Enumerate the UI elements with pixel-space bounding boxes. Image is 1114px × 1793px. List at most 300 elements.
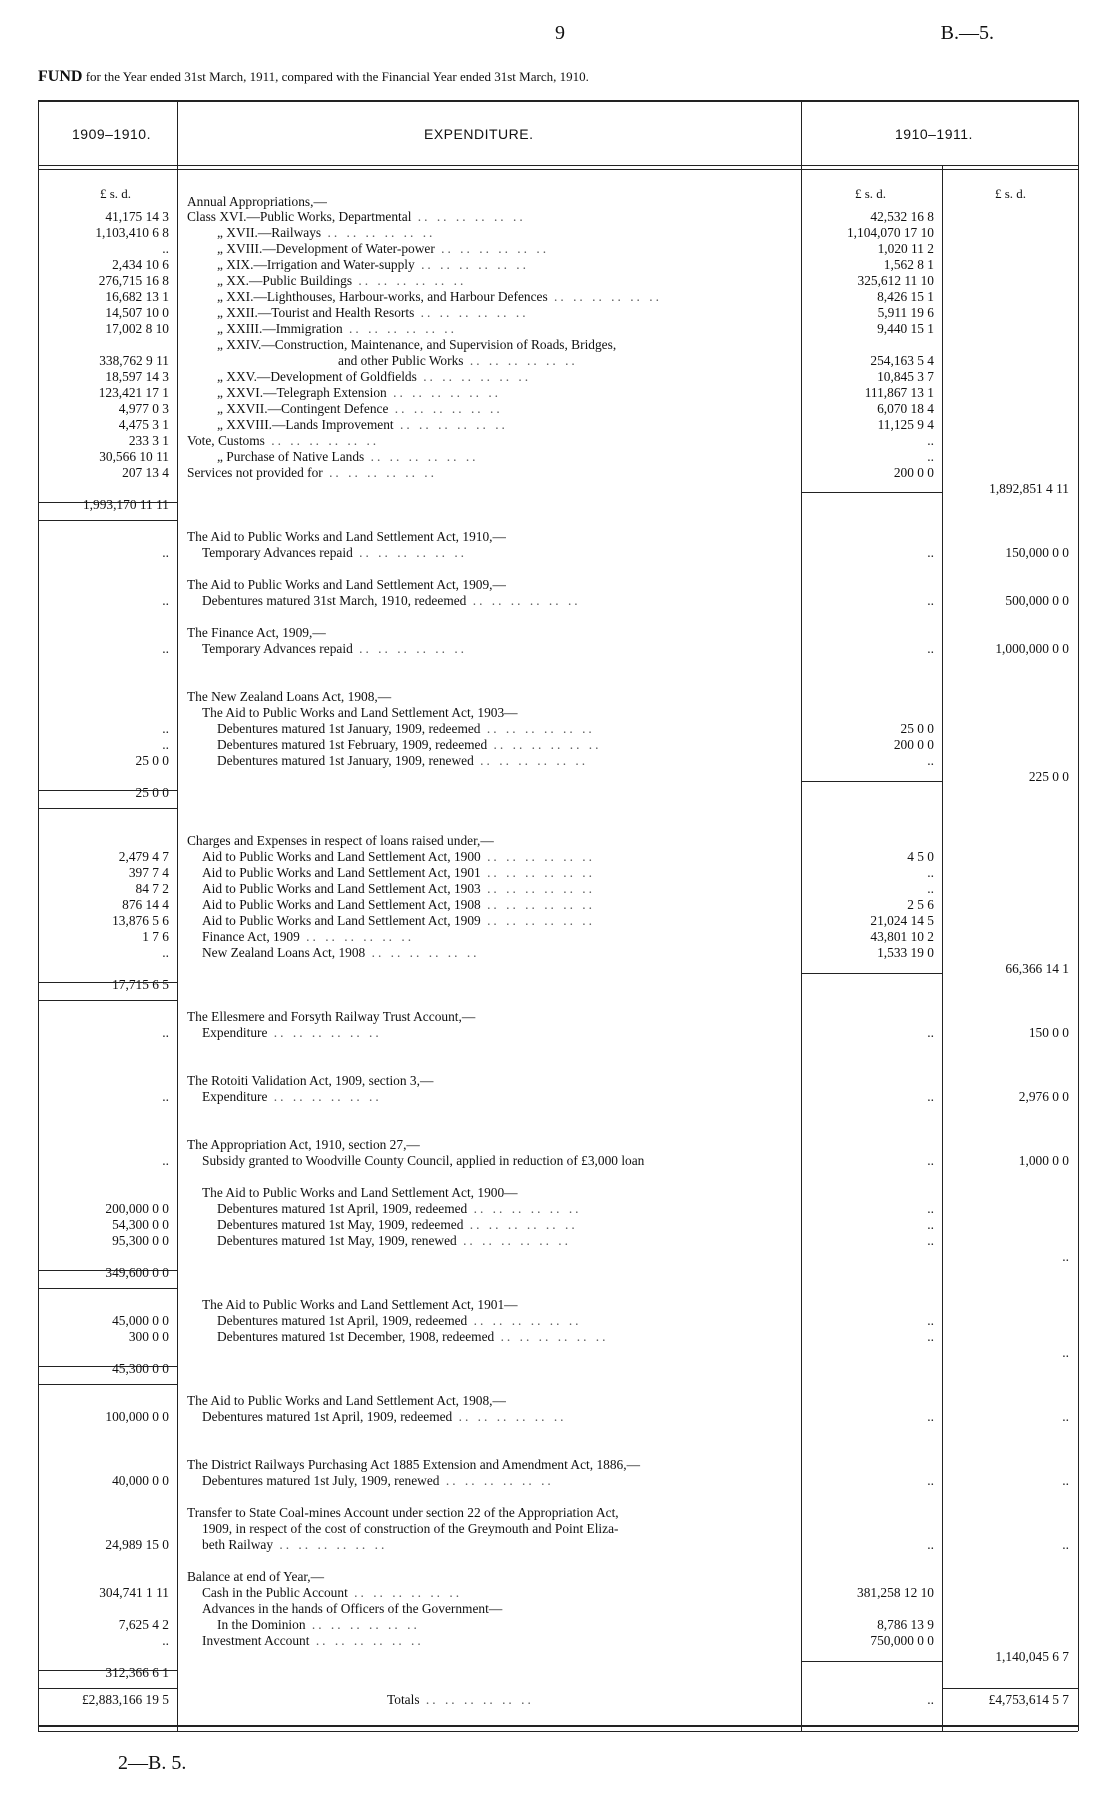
expenditure-description xyxy=(202,865,595,881)
dot-leader: .. .. .. .. .. .. xyxy=(414,305,529,320)
amount-1910-1911-detail: .. xyxy=(927,641,934,656)
table-row xyxy=(0,865,1114,881)
dot-leader: .. .. .. .. .. .. xyxy=(267,1089,382,1104)
description-text: Vote, Customs xyxy=(187,433,265,448)
dot-leader: .. .. .. .. .. .. xyxy=(411,209,526,224)
amount-1910-1911-detail: 254,163 5 4 xyxy=(870,353,934,368)
table-row xyxy=(0,1137,1114,1153)
dot-leader: .. .. .. .. .. .. xyxy=(352,545,468,560)
page-number: 9 xyxy=(555,22,565,44)
description-text: Debentures matured 1st May, 1909, redeemed xyxy=(217,1217,464,1232)
subtotal-rule xyxy=(38,1688,177,1689)
amount-1910-1911-detail: .. xyxy=(927,1201,934,1216)
amount-1910-1911-detail: 11,125 9 4 xyxy=(877,417,934,432)
description-text: 1909, in respect of the cost of construction of the Greymouth and Point Eliza- xyxy=(202,1521,619,1536)
amount-1909-1910: 54,300 0 0 xyxy=(112,1217,169,1232)
amount-1910-1911-detail: 4 5 0 xyxy=(907,849,934,864)
table-row xyxy=(0,1345,1114,1361)
description-text: The Aid to Public Works and Land Settlement Act, 1900— xyxy=(202,1185,518,1200)
amount-1910-1911-detail: .. xyxy=(927,1217,934,1232)
table-row xyxy=(0,1409,1114,1425)
amount-1910-1911-total: .. xyxy=(1062,1409,1069,1424)
title-bold-word: FUND xyxy=(38,68,83,85)
subtotal-rule xyxy=(38,808,177,809)
expenditure-description xyxy=(202,1585,462,1601)
subtotal-rule xyxy=(38,790,177,791)
amount-1909-1910: 4,977 0 3 xyxy=(118,401,169,416)
expenditure-description xyxy=(187,833,494,849)
amount-1910-1911-total: 66,366 14 1 xyxy=(1005,961,1069,976)
table-row xyxy=(0,1185,1114,1201)
amount-1910-1911-total: .. xyxy=(1062,1537,1069,1552)
description-text: Debentures matured 1st January, 1909, redeemed xyxy=(217,721,481,736)
title-text: for the Year ended 31st March, 1911, compared with the Financial Year ended 31st March, 1910. xyxy=(85,69,589,84)
description-text: The Finance Act, 1909,— xyxy=(187,625,326,640)
expenditure-description xyxy=(217,225,435,241)
amount-1910-1911-detail: 1,562 8 1 xyxy=(883,257,934,272)
amount-1910-1911-total: 150 0 0 xyxy=(1028,1025,1069,1040)
expenditure-description xyxy=(187,1457,640,1473)
description-text: Expenditure xyxy=(202,1089,268,1104)
subtotal-rule xyxy=(801,1661,942,1662)
table-row xyxy=(0,1649,1114,1665)
amount-1910-1911-detail: .. xyxy=(927,1537,934,1552)
table-bottom-rule-2 xyxy=(38,1731,1078,1732)
dot-leader: .. .. .. .. .. .. xyxy=(480,865,595,880)
expenditure-description xyxy=(187,209,526,225)
dot-leader: .. .. .. .. .. .. xyxy=(273,1537,388,1552)
amount-1909-1910: .. xyxy=(162,593,169,608)
description-text: Debentures matured 1st April, 1909, redeemed xyxy=(217,1313,468,1328)
table-row xyxy=(0,417,1114,433)
description-text: Debentures matured 1st April, 1909, redeemed xyxy=(202,1409,453,1424)
amount-1909-1910: .. xyxy=(162,1153,169,1168)
amount-1910-1911-detail: .. xyxy=(927,1329,934,1344)
description-text: The Aid to Public Works and Land Settlement Act, 1908,— xyxy=(187,1393,506,1408)
description-text: The Ellesmere and Forsyth Railway Trust Account,— xyxy=(187,1009,476,1024)
description-text: Debentures matured 1st December, 1908, redeemed xyxy=(217,1329,495,1344)
table-row xyxy=(0,705,1114,721)
description-text: In the Dominion xyxy=(217,1617,306,1632)
unit-label-right: £ s. d. xyxy=(995,186,1027,201)
amount-1910-1911-detail: .. xyxy=(927,881,934,896)
amount-1909-1910: .. xyxy=(162,1089,169,1104)
dot-leader: .. .. .. .. .. .. xyxy=(480,721,595,736)
amount-1910-1911-detail: .. xyxy=(927,433,934,448)
subtotal-rule xyxy=(38,1288,177,1289)
table-row xyxy=(0,465,1114,481)
description-text: „ Purchase of Native Lands xyxy=(217,449,365,464)
description-text: „ XX.—Public Buildings xyxy=(217,273,353,288)
table-row xyxy=(0,785,1114,801)
amount-1910-1911-detail: 1,020 11 2 xyxy=(877,241,934,256)
table-row xyxy=(0,1329,1114,1345)
amount-1909-1910: 16,682 13 1 xyxy=(105,289,169,304)
expenditure-description xyxy=(217,1313,582,1329)
amount-1909-1910: 300 0 0 xyxy=(128,1329,169,1344)
expenditure-description xyxy=(202,705,518,721)
table-row xyxy=(0,641,1114,657)
expenditure-description xyxy=(187,577,506,593)
table-row xyxy=(0,1025,1114,1041)
expenditure-description xyxy=(217,337,616,353)
expenditure-description xyxy=(202,849,595,865)
amount-1909-1910: 1 7 6 xyxy=(142,929,169,944)
amount-1909-1910: 7,625 4 2 xyxy=(118,1617,169,1632)
expenditure-description xyxy=(217,385,501,401)
table-row xyxy=(0,1665,1114,1681)
dot-leader: .. .. .. .. .. .. xyxy=(386,385,502,400)
table-row xyxy=(0,1233,1114,1249)
amount-1909-1910: 1,103,410 6 8 xyxy=(95,225,169,240)
subtotal-rule xyxy=(38,982,177,983)
amount-1910-1911-total: .. xyxy=(1062,1345,1069,1360)
table-row xyxy=(0,1457,1114,1473)
description-text: Expenditure xyxy=(202,1025,268,1040)
description-text: beth Railway xyxy=(202,1537,274,1552)
amount-1909-1910: 17,715 6 5 xyxy=(112,977,169,992)
table-row xyxy=(0,273,1114,289)
table-row xyxy=(0,481,1114,497)
table-row xyxy=(0,1569,1114,1585)
amount-1909-1910: 25 0 0 xyxy=(135,785,169,800)
table-row xyxy=(0,833,1114,849)
expenditure-description xyxy=(202,1601,502,1617)
amount-1909-1910: .. xyxy=(162,737,169,752)
description-text: The New Zealand Loans Act, 1908,— xyxy=(187,689,392,704)
table-row xyxy=(0,897,1114,913)
table-row xyxy=(0,1313,1114,1329)
description-text: Transfer to State Coal-mines Account under section 22 of the Appropriation Act, xyxy=(187,1505,619,1520)
description-text: Services not provided for xyxy=(187,465,323,480)
expenditure-description xyxy=(387,1692,534,1708)
amount-1910-1911-detail: 2 5 6 xyxy=(907,897,934,912)
table-row xyxy=(0,305,1114,321)
dot-leader: .. .. .. .. .. .. xyxy=(419,1692,534,1707)
dot-leader: .. .. .. .. .. .. xyxy=(452,1409,567,1424)
expenditure-description xyxy=(217,273,466,289)
table-row xyxy=(0,961,1114,977)
amount-1909-1910: 304,741 1 11 xyxy=(99,1585,169,1600)
dot-leader: .. .. .. .. .. .. xyxy=(480,897,595,912)
amount-1909-1910: .. xyxy=(162,545,169,560)
amount-1910-1911-detail: 200 0 0 xyxy=(893,737,934,752)
dot-leader: .. .. .. .. .. .. xyxy=(347,1585,463,1600)
dot-leader: .. .. .. .. .. .. xyxy=(439,1473,554,1488)
description-text: Debentures matured 1st January, 1909, renewed xyxy=(217,753,474,768)
dot-leader: .. .. .. .. .. .. xyxy=(388,401,503,416)
subtotal-rule xyxy=(38,1384,177,1385)
table-row xyxy=(0,321,1114,337)
table-row xyxy=(0,209,1114,225)
amount-1909-1910: 276,715 16 8 xyxy=(98,273,169,288)
expenditure-description xyxy=(217,1233,571,1249)
dot-leader: .. .. .. .. .. .. xyxy=(466,593,581,608)
description-text: Investment Account xyxy=(202,1633,310,1648)
table-row xyxy=(0,625,1114,641)
dot-leader: .. .. .. .. .. .. xyxy=(352,641,468,656)
table-row xyxy=(0,1521,1114,1537)
dot-leader: .. .. .. .. .. .. xyxy=(480,881,595,896)
amount-1910-1911-detail: .. xyxy=(927,449,934,464)
description-text: „ XXV.—Development of Goldfields xyxy=(217,369,417,384)
expenditure-description xyxy=(187,1505,619,1521)
table-row xyxy=(0,353,1114,369)
dot-leader: .. .. .. .. .. .. xyxy=(364,449,479,464)
table-row xyxy=(0,433,1114,449)
amount-1909-1910: 25 0 0 xyxy=(135,753,169,768)
dot-leader: .. .. .. .. .. .. xyxy=(365,945,480,960)
table-row xyxy=(0,1361,1114,1377)
table-row xyxy=(0,753,1114,769)
table-row xyxy=(0,1249,1114,1265)
expenditure-description xyxy=(187,1137,420,1153)
table-row xyxy=(0,1089,1114,1105)
amount-1909-1910: .. xyxy=(162,641,169,656)
table-row xyxy=(0,401,1114,417)
expenditure-description xyxy=(202,1633,424,1649)
description-text: Aid to Public Works and Land Settlement Act, 1909 xyxy=(202,913,481,928)
description-text: and other Public Works xyxy=(338,353,464,368)
description-text: New Zealand Loans Act, 1908 xyxy=(202,945,366,960)
expenditure-description xyxy=(217,737,601,753)
amount-1909-1910: 312,366 6 1 xyxy=(105,1665,169,1680)
amount-1910-1911-detail: 1,104,070 17 10 xyxy=(846,225,934,240)
expenditure-description xyxy=(187,1009,475,1025)
expenditure-description xyxy=(217,257,529,273)
dot-leader: .. .. .. .. .. .. xyxy=(309,1633,424,1648)
amount-1909-1910: 100,000 0 0 xyxy=(105,1409,169,1424)
expenditure-description xyxy=(217,1617,420,1633)
table-row xyxy=(0,1073,1114,1089)
description-text: Debentures matured 31st March, 1910, redeemed xyxy=(202,593,467,608)
amount-1909-1910: 18,597 14 3 xyxy=(105,369,169,384)
expenditure-description xyxy=(202,881,595,897)
amount-1910-1911-total: .. xyxy=(1062,1249,1069,1264)
expenditure-description xyxy=(187,689,391,705)
amount-1909-1910: 4,475 3 1 xyxy=(118,417,169,432)
description-text: „ XIX.—Irrigation and Water-supply xyxy=(217,257,415,272)
dot-leader: .. .. .. .. .. .. xyxy=(352,273,467,288)
description-text: The Rotoiti Validation Act, 1909, section 3,— xyxy=(187,1073,434,1088)
description-text: Temporary Advances repaid xyxy=(202,545,353,560)
description-text: The District Railways Purchasing Act 1885 Extension and Amendment Act, 1886,— xyxy=(187,1457,640,1472)
amount-1909-1910: 200,000 0 0 xyxy=(105,1201,169,1216)
amount-1909-1910: .. xyxy=(162,1633,169,1648)
amount-1909-1910: .. xyxy=(162,241,169,256)
amount-1909-1910: .. xyxy=(162,945,169,960)
amount-1910-1911-detail: 6,070 18 4 xyxy=(877,401,934,416)
dot-leader: .. .. .. .. .. .. xyxy=(264,433,380,448)
description-text: „ XXVII.—Contingent Defence xyxy=(217,401,389,416)
amount-1910-1911-total: 225 0 0 xyxy=(1028,769,1069,784)
amount-1909-1910: 14,507 10 0 xyxy=(105,305,169,320)
amount-1910-1911-detail: .. xyxy=(927,1409,934,1424)
amount-1909-1910: 41,175 14 3 xyxy=(105,209,169,224)
description-text: Aid to Public Works and Land Settlement Act, 1908 xyxy=(202,897,481,912)
description-text: Temporary Advances repaid xyxy=(202,641,353,656)
expenditure-description xyxy=(202,913,595,929)
table-row xyxy=(0,289,1114,305)
amount-1910-1911-detail: 21,024 14 5 xyxy=(870,913,934,928)
expenditure-description xyxy=(187,465,437,481)
amount-1909-1910: 17,002 8 10 xyxy=(105,321,169,336)
description-text: Debentures matured 1st April, 1909, redeemed xyxy=(217,1201,468,1216)
page-title xyxy=(38,68,589,86)
description-text: Debentures matured 1st May, 1909, renewed xyxy=(217,1233,457,1248)
table-row xyxy=(0,593,1114,609)
header-1910-1911: 1910–1911. xyxy=(895,126,973,142)
table-row xyxy=(0,385,1114,401)
description-text: Advances in the hands of Officers of the Government— xyxy=(202,1601,503,1616)
table-row xyxy=(0,545,1114,561)
amount-1909-1910: 876 14 4 xyxy=(122,897,169,912)
table-row xyxy=(0,945,1114,961)
amount-1910-1911-total: 1,140,045 6 7 xyxy=(995,1649,1069,1664)
dot-leader: .. .. .. .. .. .. xyxy=(467,1201,582,1216)
header-rule xyxy=(38,165,1078,166)
amount-1910-1911-detail: .. xyxy=(927,1233,934,1248)
description-text: Finance Act, 1909 xyxy=(202,929,300,944)
expenditure-description xyxy=(202,1473,554,1489)
amount-1910-1911-detail: .. xyxy=(927,1025,934,1040)
description-text: Subsidy granted to Woodville County Council, applied in reduction of £3,000 loan xyxy=(202,1153,645,1168)
amount-1909-1910: 349,600 0 0 xyxy=(105,1265,169,1280)
expenditure-description xyxy=(202,1185,518,1201)
header-1909-1910: 1909–1910. xyxy=(72,126,151,142)
dot-leader: .. .. .. .. .. .. xyxy=(267,1025,382,1040)
table-row xyxy=(0,721,1114,737)
table-row xyxy=(0,1585,1114,1601)
description-text: The Aid to Public Works and Land Settlement Act, 1909,— xyxy=(187,577,506,592)
table-row xyxy=(0,241,1114,257)
expenditure-description xyxy=(187,529,506,545)
dot-leader: .. .. .. .. .. .. xyxy=(434,241,550,256)
table-row xyxy=(0,194,1114,210)
expenditure-description xyxy=(338,353,578,369)
amount-1910-1911-detail: 10,845 3 7 xyxy=(877,369,934,384)
dot-leader: .. .. .. .. .. .. xyxy=(416,369,532,384)
table-row xyxy=(0,529,1114,545)
amount-1910-1911-detail: .. xyxy=(927,545,934,560)
table-row xyxy=(0,1601,1114,1617)
amount-1909-1910: .. xyxy=(162,721,169,736)
table-row xyxy=(0,1537,1114,1553)
amount-1909-1910: 338,762 9 11 xyxy=(99,353,169,368)
expenditure-description xyxy=(202,641,467,657)
amount-1910-1911-detail: .. xyxy=(927,1473,934,1488)
table-row xyxy=(0,1265,1114,1281)
description-text: „ XXVI.—Telegraph Extension xyxy=(217,385,387,400)
amount-1909-1910: 84 7 2 xyxy=(135,881,169,896)
table-row xyxy=(0,881,1114,897)
description-text: The Aid to Public Works and Land Settlement Act, 1903— xyxy=(202,705,518,720)
description-text: The Appropriation Act, 1910, section 27,— xyxy=(187,1137,420,1152)
expenditure-description xyxy=(187,194,327,210)
amount-1909-1910: 95,300 0 0 xyxy=(112,1233,169,1248)
description-text: „ XXII.—Tourist and Health Resorts xyxy=(217,305,415,320)
expenditure-description xyxy=(217,1329,608,1345)
description-text: „ XXVIII.—Lands Improvement xyxy=(217,417,394,432)
expenditure-description xyxy=(217,401,503,417)
amount-1910-1911-total: 2,976 0 0 xyxy=(1018,1089,1069,1104)
table-row xyxy=(0,257,1114,273)
subtotal-rule xyxy=(942,1688,1078,1689)
description-text: „ XXIII.—Immigration xyxy=(217,321,343,336)
amount-1909-1910: 1,993,170 11 11 xyxy=(82,497,169,512)
expenditure-description xyxy=(217,1201,582,1217)
dot-leader: .. .. .. .. .. .. xyxy=(480,913,595,928)
amount-1909-1910: 233 3 1 xyxy=(128,433,169,448)
table-row xyxy=(0,449,1114,465)
unit-label-mid: £ s. d. xyxy=(855,186,887,201)
description-text: Aid to Public Works and Land Settlement Act, 1901 xyxy=(202,865,481,880)
description-text: „ XXI.—Lighthouses, Harbour-works, and Harbour Defences xyxy=(217,289,548,304)
dot-leader: .. .. .. .. .. .. xyxy=(487,737,602,752)
expenditure-description xyxy=(217,321,457,337)
table-row xyxy=(0,225,1114,241)
description-text: Class XVI.—Public Works, Departmental xyxy=(187,209,412,224)
amount-1910-1911-detail: .. xyxy=(927,865,934,880)
dot-leader: .. .. .. .. .. .. xyxy=(463,353,578,368)
table-row xyxy=(0,1217,1114,1233)
expenditure-description xyxy=(187,1393,506,1409)
subtotal-rule xyxy=(801,973,942,974)
table-row xyxy=(0,689,1114,705)
dot-leader: .. .. .. .. .. .. xyxy=(494,1329,609,1344)
dot-leader: .. .. .. .. .. .. xyxy=(414,257,529,272)
table-row xyxy=(0,769,1114,785)
description-text: „ XVIII.—Development of Water-power xyxy=(217,241,435,256)
expenditure-description xyxy=(217,449,479,465)
amount-1909-1910: 2,479 4 7 xyxy=(118,849,169,864)
expenditure-description xyxy=(217,417,508,433)
expenditure-description xyxy=(202,897,595,913)
description-text: The Aid to Public Works and Land Settlement Act, 1901— xyxy=(202,1297,518,1312)
expenditure-description xyxy=(202,1521,619,1537)
description-text: Aid to Public Works and Land Settlement Act, 1900 xyxy=(202,849,481,864)
amount-1909-1910: 397 7 4 xyxy=(128,865,169,880)
subtotal-rule xyxy=(38,502,177,503)
amount-1910-1911-detail: 42,532 16 8 xyxy=(870,209,934,224)
amount-1910-1911-detail: 5,911 19 6 xyxy=(877,305,934,320)
amount-1909-1910: 45,000 0 0 xyxy=(112,1313,169,1328)
expenditure-description xyxy=(187,625,326,641)
amount-1910-1911-total: 500,000 0 0 xyxy=(1005,593,1069,608)
table-row xyxy=(0,577,1114,593)
expenditure-description xyxy=(217,753,588,769)
amount-1910-1911-detail: 8,786 13 9 xyxy=(877,1617,934,1632)
dot-leader: .. .. .. .. .. .. xyxy=(480,849,595,864)
dot-leader: .. .. .. .. .. .. xyxy=(393,417,508,432)
description-text: Debentures matured 1st February, 1909, redeemed xyxy=(217,737,488,752)
expenditure-description xyxy=(202,929,414,945)
dot-leader: .. .. .. .. .. .. xyxy=(322,465,437,480)
expenditure-description xyxy=(217,369,531,385)
expenditure-description xyxy=(202,1409,567,1425)
expenditure-description xyxy=(187,433,379,449)
table-row xyxy=(0,369,1114,385)
dot-leader: .. .. .. .. .. .. xyxy=(467,1313,582,1328)
subtotal-rule xyxy=(38,1270,177,1271)
amount-1909-1910: 2,434 10 6 xyxy=(112,257,169,272)
expenditure-description xyxy=(217,305,529,321)
amount-1910-1911-total: .. xyxy=(1062,1473,1069,1488)
amount-1909-1910: 24,989 15 0 xyxy=(105,1537,169,1552)
expenditure-description xyxy=(202,1537,387,1553)
amount-1909-1910: 30,566 10 11 xyxy=(99,449,169,464)
amount-1910-1911-total: £4,753,614 5 7 xyxy=(988,1692,1069,1707)
